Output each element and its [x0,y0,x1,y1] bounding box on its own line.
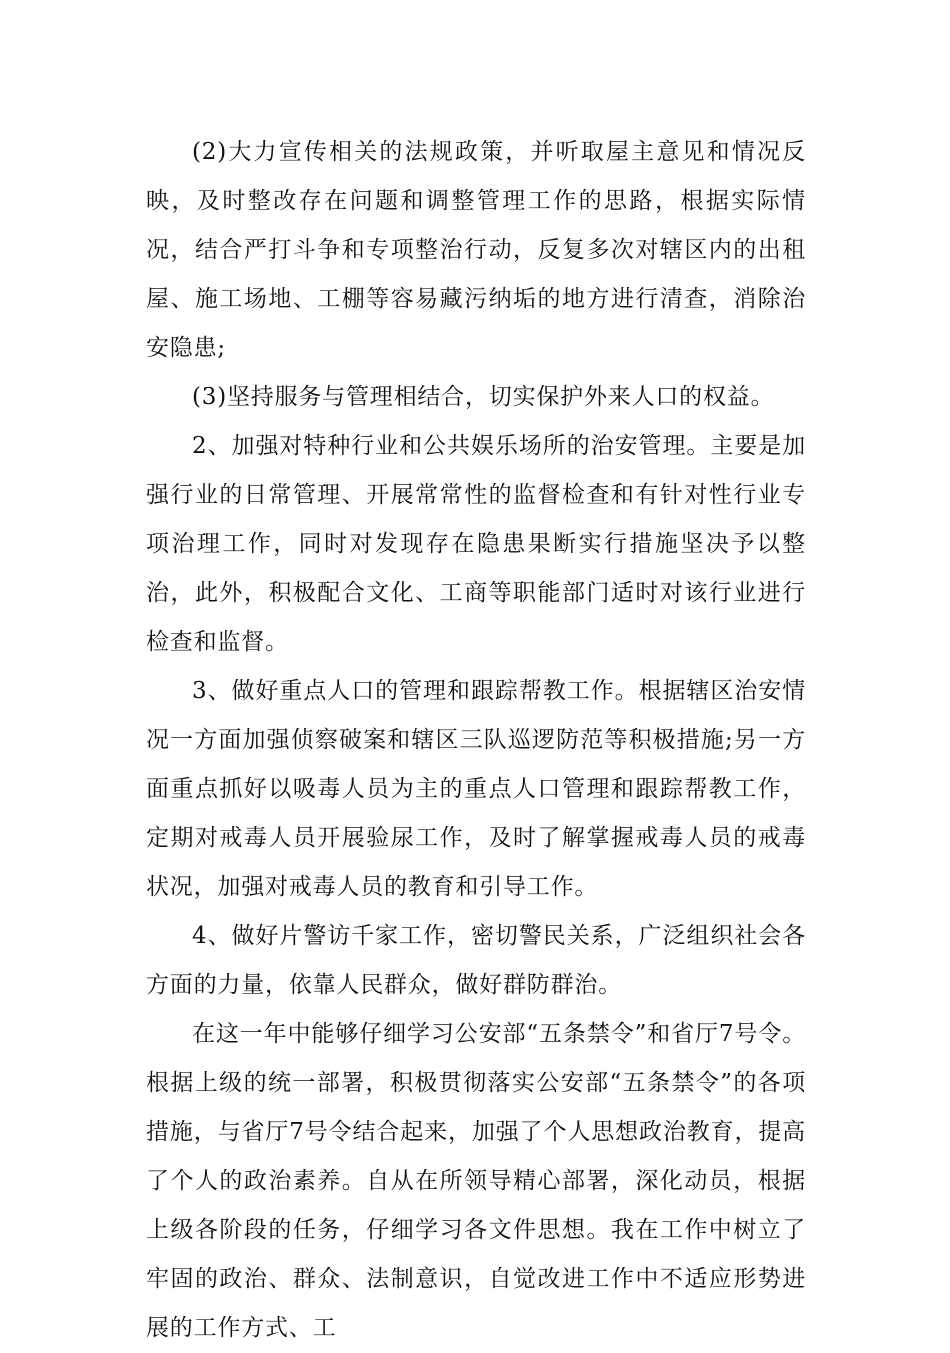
paragraph-community-policing: 4、做好片警访千家工作，密切警民关系，广泛组织社会各方面的力量，依靠人民群众，做好群防群治。 [146,923,806,998]
paragraph-item-2-publicity: (2)大力宣传相关的法规政策，并听取屋主意见和情况反映，及时整改存在问题和调整管理工作的思路，根据实际情况，结合严打斗争和专项整治行动，反复多次对辖区内的出租屋、施工场地、工棚等容易藏污纳垢的地方进行清查，消除治安隐患; [146,139,806,361]
paragraph-item-3-service: (3)坚持服务与管理相结合，切实保护外来人口的权益。 [192,384,775,410]
paragraph-key-population: 3、做好重点人口的管理和跟踪帮教工作。根据辖区治安情况一方面加强侦察破案和辖区三队巡逻防范等积极措施;另一方面重点抓好以吸毒人员为主的重点人口管理和跟踪帮教工作，定期对戒毒人员开展验尿工作，及时了解掌握戒毒人员的戒毒状况，加强对戒毒人员的教育和引导工作。 [146,678,806,900]
paragraph-special-industries: 2、加强对特种行业和公共娱乐场所的治安管理。主要是加强行业的日常管理、开展常常性的监督检查和有针对性行业专项治理工作，同时对发现存在隐患果断实行措施坚决予以整治，此外，积极配合文化、工商等职能部门适时对该行业进行检查和监督。 [146,433,806,655]
paragraph-study-regulations: 在这一年中能够仔细学习公安部“五条禁令”和省厅7号令。根据上级的统一部署，积极贯彻落实公安部“五条禁令”的各项措施，与省厅7号令结合起来，加强了个人思想政治教育，提高了个人的政治素养。自从在所领导精心部署，深化动员，根据上级各阶段的任务，仔细学习各文件思想。我在工作中树立了牢固的政治、群众、法制意识，自觉改进工作中不适应形势进展的工作方式、工 [146,1021,806,1341]
document-body [146,128,806,1353]
